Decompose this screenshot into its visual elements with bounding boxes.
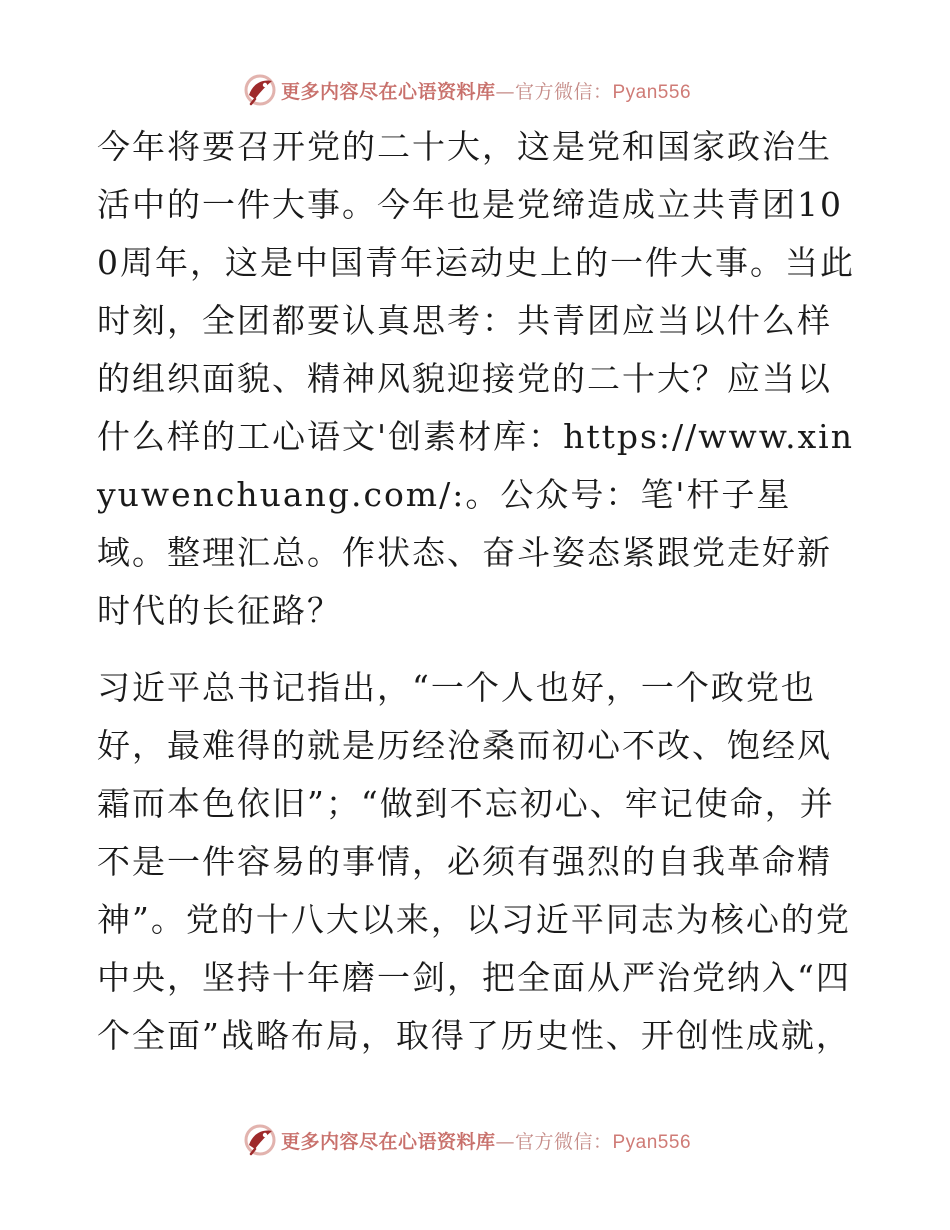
watermark-separator: — [495, 1130, 515, 1153]
watermark-brand: 更多内容尽在心语资料库 [280, 1130, 496, 1153]
watermark-official-label: 官方微信： [514, 80, 613, 103]
quill-pen-logo-icon [243, 1123, 277, 1157]
watermark-group [243, 73, 691, 107]
watermark-text [281, 1127, 691, 1154]
watermark-wechat-id: Pyan556 [612, 1131, 692, 1153]
watermark-official-label: 官方微信： [514, 1130, 613, 1153]
watermark-wechat-id: Pyan556 [612, 81, 692, 103]
header-watermark [0, 70, 950, 110]
document-body [97, 118, 857, 1065]
footer-watermark [0, 1120, 950, 1160]
watermark-brand: 更多内容尽在心语资料库 [280, 80, 496, 103]
quill-pen-logo-icon [243, 73, 277, 107]
watermark-group [243, 1123, 691, 1157]
watermark-separator: — [495, 80, 515, 103]
paragraph-1: 今年将要召开党的二十大，这是党和国家政治生活中的一件大事。今年也是党缔造成立共青团100周年，这是中国青年运动史上的一件大事。当此时刻，全团都要认真思考：共青团应当以什么样的组织面貌、精神风貌迎接党的二十大？应当以什么样的工心语文'创素材库：https://www.xinyuwenchuang.com/:。公众号：笔'杆子星域。整理汇总。作状态、奋斗姿态紧跟党走好新时代的长征路？ [97, 127, 855, 630]
paragraph-2: 习近平总书记指出，“一个人也好，一个政党也好，最难得的就是历经沧桑而初心不改、饱经风霜而本色依旧”；“做到不忘初心、牢记使命，并不是一件容易的事情，必须有强烈的自我革命精神”。党的十八大以来，以习近平同志为核心的党中央，坚持十年磨一剑，把全面从严治党纳入“四个全面”战略布局，取得了历史性、开创性成就， [97, 668, 851, 1055]
watermark-text [281, 77, 691, 104]
